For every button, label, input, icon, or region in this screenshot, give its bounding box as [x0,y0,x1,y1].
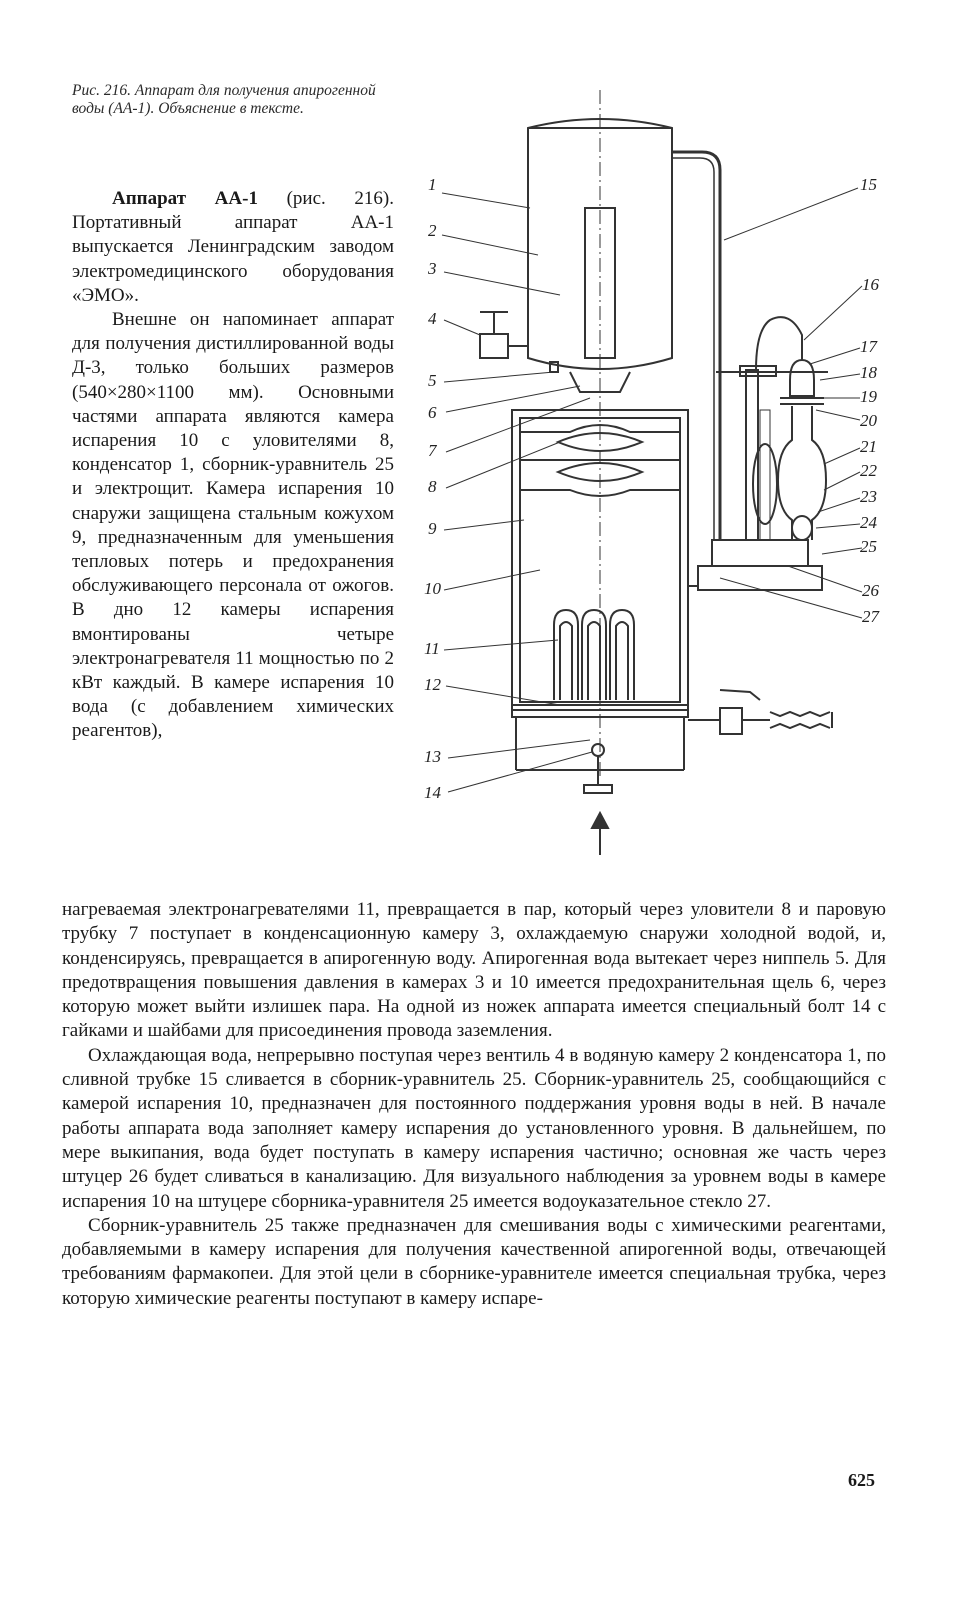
intro-text: (рис. 216). Портативный аппарат АА-1 выпускается Ленинградским заводом электромедицинского оборудования «ЭМО». [72,188,395,306]
label-4: 4 [428,309,437,328]
label-14: 14 [424,783,441,802]
label-27: 27 [862,607,879,626]
paragraph-cooling-water: Охлаждающая вода, непрерывно поступая через вентиль 4 в водяную камеру 2 конденсатора 1, по сливной трубке 15 сливается в сборник-уравнитель 25. Сборник-уравнитель 25, сообщающийся с камерой испарения 10, предназначен для постоянного поддержания уровня воды в ней. В начале работы аппарата вода заполняет камеру испарения до установленного уровня. В дальнейшем, по мере выкипания, вода будет поступать в камеру испарения частично; основная же часть через штуцер 26 будет сливаться в канализацию. Для визуального наблюдения за уровнем воды в камере испарения 10 на штуцере сборника-уравнителя 25 имеется водоуказательное стекло 27. [62,1044,886,1212]
figure-caption-text: Аппарат для получения апирогенной воды (АА-1). Объяснение в тексте. [72,82,376,117]
label-6: 6 [428,403,437,422]
figure-caption [72,82,394,118]
page-number: 625 [848,1470,875,1490]
label-8: 8 [428,477,437,496]
left-column-text [72,187,394,744]
label-20: 20 [860,411,877,430]
label-15: 15 [860,175,877,194]
label-9: 9 [428,519,437,538]
label-25: 25 [860,537,877,556]
label-16: 16 [862,275,879,294]
label-11: 11 [424,639,440,658]
label-19: 19 [860,387,877,406]
label-13: 13 [424,747,441,766]
label-22: 22 [860,461,877,480]
paragraph-collector: Сборник-уравнитель 25 также предназначен для смешивания воды с химическими реагентами, добавляемыми в камеру испарения для получения качественной апирогенной воды, отвечающей требованиям фармакопеи. Для этой цели в сборнике-уравнителе имеется специальная трубка, через которую химические реагенты поступают в камеру испаре- [62,1214,886,1309]
label-2: 2 [428,221,437,240]
label-26: 26 [862,581,879,600]
section-heading: Аппарат АА-1 [112,188,258,209]
label-1: 1 [428,175,437,194]
label-5: 5 [428,371,437,390]
description-paragraph: Внешне он напоминает аппарат для получения дистиллированной воды Д-3, только больших размеров (540×280×1100 мм). Основными частями аппарата являются камера испарения 10 с уловителями 8, конденсатор 1, сборник-уравнитель 25 и электрощит. Камера испарения 10 снаружи защищена стальным кожухом 9, предназначенным для уменьшения тепловых потерь и предохранения обслуживающего персонала от ожогов. В дно 12 камеры испарения вмонтированы четыре электронагревателя 11 мощностью по 2 кВт каждый. В камере испарения 10 вода (с добавлением химических реагентов), [72,309,394,742]
label-18: 18 [860,363,877,382]
label-12: 12 [424,675,441,694]
label-21: 21 [860,437,877,456]
label-23: 23 [860,487,877,506]
label-24: 24 [860,513,877,532]
apparatus-drawing [420,80,890,870]
label-17: 17 [860,337,877,356]
full-width-text [62,898,886,1311]
label-7: 7 [428,441,437,460]
paragraph-continuation: нагреваемая электронагревателями 11, превращается в пар, который через уловители 8 и паровую трубку 7 поступает в конденсационную камеру 3, охлаждаемую снаружи холодной водой, и, конденсируясь, превращается в апирогенную воду. Апирогенная вода вытекает через ниппель 5. Для предотвращения повышения давления в камерах 3 и 10 имеется предохранительная щель 6, через которую может выйти излишек пара. На одной из ножек аппарата имеется специальный болт 14 с гайками и шайбами для присоединения провода заземления. [62,899,886,1042]
apparatus-diagram [420,80,890,870]
figure-number: Рис. 216. [72,82,131,99]
label-10: 10 [424,579,441,598]
intro-paragraph [72,187,394,308]
label-3: 3 [428,259,437,278]
